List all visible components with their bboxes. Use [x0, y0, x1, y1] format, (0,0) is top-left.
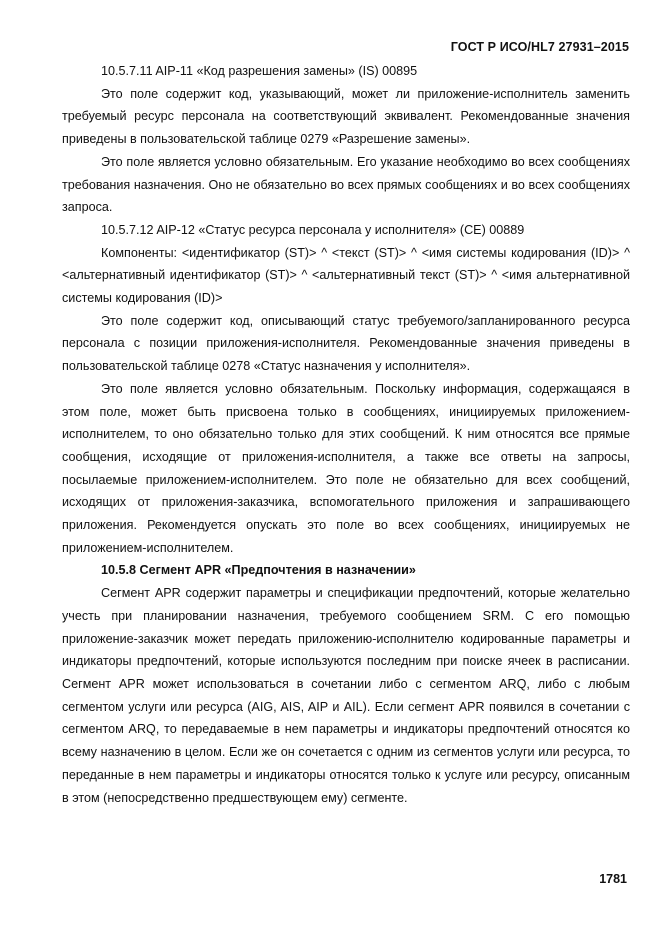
- paragraph: Это поле содержит код, описывающий статус требуемого/запланированного ресурса персонала с позиции приложения-исполнителя. Рекомендованные значения приведены в пользовательской таблице 0278 «Статус назначения у исполнителя».: [62, 313, 630, 374]
- standard-header: ГОСТ Р ИСО/HL7 27931–2015: [450, 40, 629, 54]
- page-body: [62, 60, 630, 809]
- paragraph: Компоненты: <идентификатор (ST)> ^ <текст (ST)> ^ <имя системы кодирования (ID)> ^ <альтернативный идентификатор (ST)> ^ <альтернативный текст (ST)> ^ <имя альтернативной системы кодирования (ID)>: [62, 245, 630, 306]
- paragraph: Это поле содержит код, указывающий, может ли приложение-исполнитель заменить требуемый ресурс персонала на соответствующий эквивалент. Рекомендованные значения приведены в пользовательской таблице 0279 «Разрешение замены».: [62, 86, 630, 147]
- paragraph: Сегмент APR содержит параметры и спецификации предпочтений, которые желательно учесть при планировании назначения, требуемого сообщением SRM. С его помощью приложение-заказчик может передать приложению-исполнителю кодированные параметры и индикаторы предпочтений, которые используются последним при поиске ячеек в расписании. Сегмент APR может использоваться в сочетании либо с сегментом ARQ, либо с любым сегментом услуги или ресурса (AIG, AIS, AIP и AIL). Если сегмент APR появился в сочетании с сегментом ARQ, то передаваемые в нем параметры и индикаторы предпочтений относятся ко всему назначению в целом. Если же он сочетается с одним из сегментов услуги или ресурса, то переданные в нем параметры и индикаторы относятся только к услуге или ресурсу, описанным в этом (непосредственно предшествующем ему) сегменте.: [62, 586, 630, 805]
- section-heading-10-5-7-11: 10.5.7.11 AIP-11 «Код разрешения замены» (IS) 00895: [101, 64, 418, 78]
- section-heading-10-5-8: 10.5.8 Сегмент APR «Предпочтения в назначении»: [101, 563, 416, 578]
- page-number: 1781: [599, 872, 627, 886]
- paragraph: Это поле является условно обязательным. Поскольку информация, содержащаяся в этом поле, может быть присвоена только в сообщениях, инициируемых приложением-исполнителем, то оно обязательно только для этих сообщений. К ним относятся все прямые сообщения, исходящие от приложения-исполнителя, а также все ответы на запросы, посылаемые приложением-исполнителем. Это поле не обязательно для всех сообщений, исходящих от приложения-заказчика, вспомогательного приложения и запрашивающего приложения. Рекомендуется опускать это поле во всех сообщениях, инициируемых не приложением-исполнителем.: [62, 381, 630, 555]
- section-heading-10-5-7-12: 10.5.7.12 AIP-12 «Статус ресурса персонала у исполнителя» (CE) 00889: [101, 222, 525, 237]
- paragraph: Это поле является условно обязательным. Его указание необходимо во всех сообщениях требования назначения. Оно не обязательно во всех прямых сообщениях и во всех сообщениях запроса.: [62, 154, 630, 215]
